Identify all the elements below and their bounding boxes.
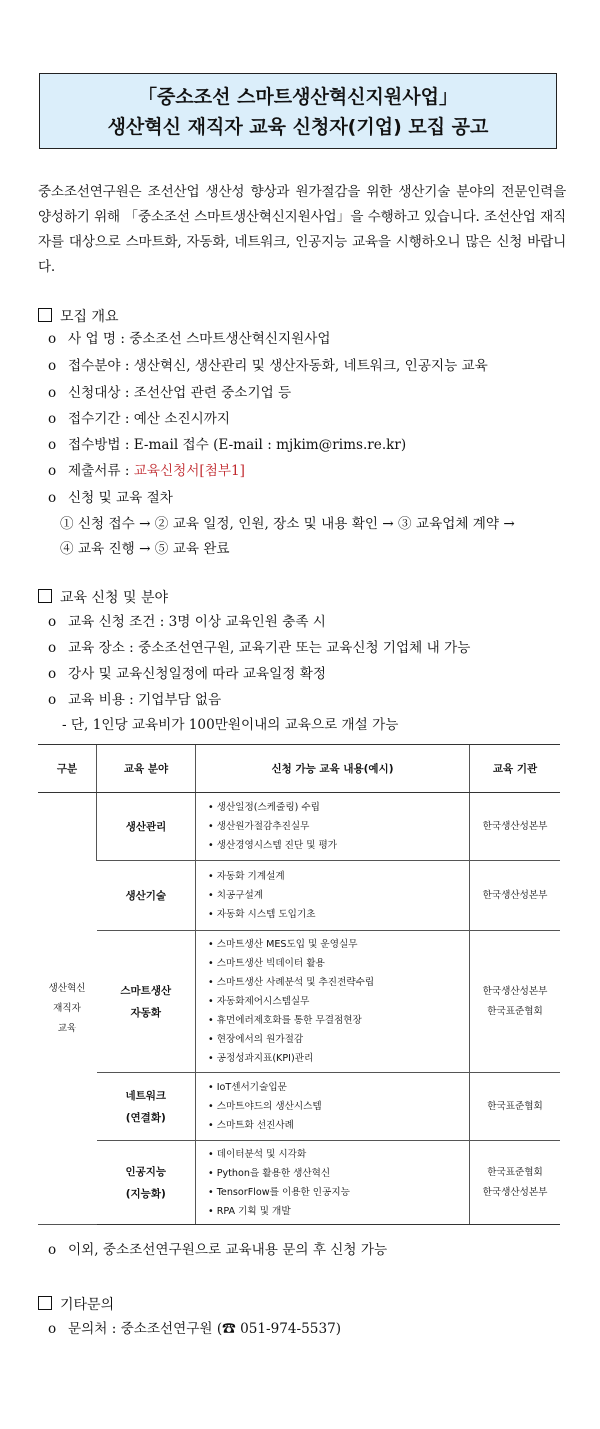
field-cell: 스마트생산 자동화 [97, 931, 196, 1073]
application-form-link[interactable]: 교육신청서[첨부1] [133, 463, 245, 479]
header-category: 구분 [38, 745, 97, 793]
title-box [39, 73, 557, 149]
field-cell: 생산기술 [97, 861, 196, 931]
checkbox-square-icon [38, 589, 52, 603]
title-line-2: 생산혁신 재직자 교육 신청자(기업) 모집 공고 [107, 116, 489, 138]
intro-paragraph: 중소조선연구원은 조선산업 생산성 향상과 원가절감을 위한 생산기술 분야의 전문인력을 양성하기 위해 「중소조선 스마트생산혁신지원사업」을 수행하고 있습니다. 조선산업 재직자를 대상으로 스마트화, 자동화, 네트워크, 인공지능 교육을 시행하오니 많은 신청 바랍니다. [38, 184, 566, 275]
category-cell: 생산혁신 재직자 교육 [38, 793, 97, 1225]
list-item: o 교육 장소 : 중소조선연구원, 교육기관 또는 교육신청 기업체 내 가능 [48, 640, 471, 656]
header-field: 교육 분야 [97, 745, 196, 793]
content-cell: • IoT센서기술입문 • 스마트야드의 생산시스템 • 스마트화 선진사례 [196, 1073, 470, 1141]
institution-cell: 한국표준협회 한국생산성본부 [470, 1141, 561, 1225]
list-item: o 접수기간 : 예산 소진시까지 [48, 411, 230, 427]
table-row [38, 931, 560, 1073]
list-item: o 신청대상 : 조선산업 관련 중소기업 등 [48, 385, 292, 401]
title-line-1: 「중소조선 스마트생산혁신지원사업」 [138, 86, 458, 108]
content-cell: • 자동화 기계설계 • 치공구설계 • 자동화 시스템 도입기초 [196, 861, 470, 931]
institution-cell: 한국표준협회 [470, 1073, 561, 1141]
cost-note: - 단, 1인당 교육비가 100만원이내의 교육으로 개설 가능 [62, 717, 399, 733]
content-cell: • 생산일정(스케줄링) 수립 • 생산원가절감추진실무 • 생산경영시스템 진단 및 평가 [196, 793, 470, 861]
content-cell: • 데이터분석 및 시각화 • Python을 활용한 생산혁신 • TensorFlow를 이용한 인공지능 • RPA 기획 및 개발 [196, 1141, 470, 1225]
table-header-row [38, 745, 560, 793]
list-item: o 교육 신청 조건 : 3명 이상 교육인원 충족 시 [48, 614, 326, 630]
section-heading: 교육 신청 및 분야 [60, 590, 169, 606]
section-heading: 기타문의 [60, 1297, 115, 1313]
list-item-procedure: o 신청 및 교육 절차 [48, 490, 173, 506]
section-education-application [38, 587, 168, 607]
table-row [38, 861, 560, 931]
field-cell: 네트워크 (연결화) [97, 1073, 196, 1141]
table-row [38, 1141, 560, 1225]
list-item-email: o 접수방법 : E-mail 접수 (E-mail : mjkim@rims.re.kr) [48, 437, 407, 453]
header-institution: 교육 기관 [470, 745, 561, 793]
list-item-inquiry-note: o 이외, 중소조선연구원으로 교육내용 문의 후 신청 가능 [48, 1242, 388, 1258]
table-row [38, 793, 560, 861]
section-recruitment-overview [38, 306, 119, 326]
education-table [38, 744, 560, 1225]
list-item: o 사 업 명 : 중소조선 스마트생산혁신지원사업 [48, 331, 331, 347]
field-cell: 인공지능 (지능화) [97, 1141, 196, 1225]
list-item: o 강사 및 교육신청일정에 따라 교육일정 확정 [48, 666, 326, 682]
procedure-steps-line-1: ① 신청 접수 → ② 교육 일정, 인원, 장소 및 내용 확인 → ③ 교육업체 계약 → [60, 516, 515, 532]
header-content: 신청 가능 교육 내용(예시) [196, 745, 470, 793]
section-heading: 모집 개요 [60, 309, 119, 325]
content-cell: • 스마트생산 MES도입 및 운영실무 • 스마트생산 빅데이터 활용 • 스마트생산 사례분석 및 추진전략수립 • 자동화제어시스템실무 • 휴먼에러제호화를 통한 무결점현장 • 현장에서의 원가절감 • 공정성과지표(KPI)관리 [196, 931, 470, 1073]
list-item-contact: o 문의처 : 중소조선연구원 (☎ 051-974-5537) [48, 1321, 342, 1337]
institution-cell: 한국생산성본부 [470, 861, 561, 931]
table-row [38, 1073, 560, 1141]
field-cell: 생산관리 [97, 793, 196, 861]
procedure-steps-line-2: ④ 교육 진행 → ⑤ 교육 완료 [60, 541, 230, 557]
institution-cell: 한국생산성본부 한국표준협회 [470, 931, 561, 1073]
checkbox-square-icon [38, 1296, 52, 1310]
list-item: o 교육 비용 : 기업부담 없음 [48, 692, 222, 708]
checkbox-square-icon [38, 308, 52, 322]
section-other-inquiries [38, 1294, 114, 1314]
institution-cell: 한국생산성본부 [470, 793, 561, 861]
list-item-documents: o 제출서류 : 교육신청서[첨부1] [48, 463, 245, 479]
list-item: o 접수분야 : 생산혁신, 생산관리 및 생산자동화, 네트워크, 인공지능 교육 [48, 358, 488, 374]
